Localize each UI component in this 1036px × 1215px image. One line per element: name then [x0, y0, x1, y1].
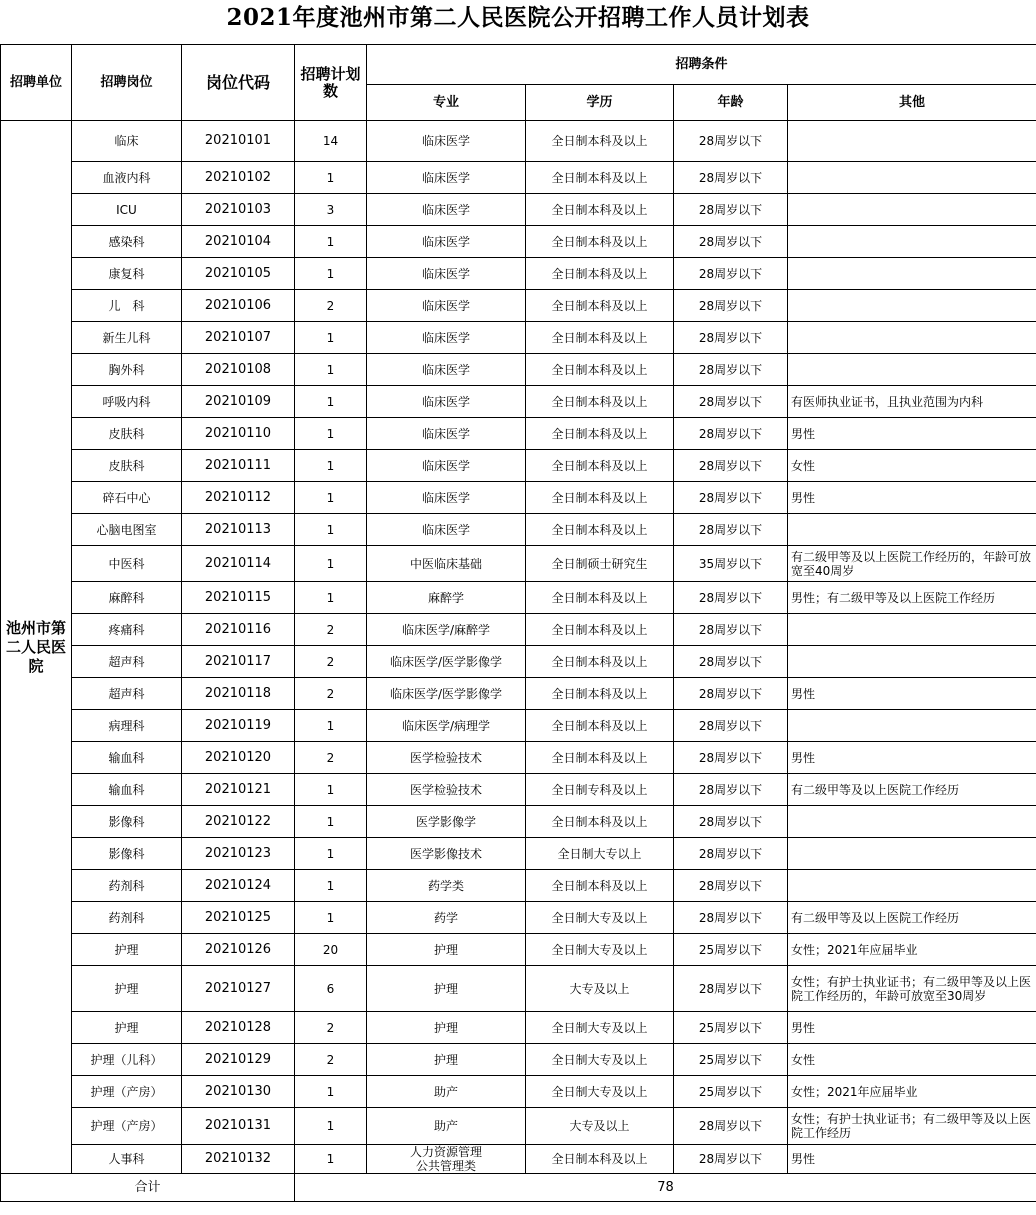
cell-major: 临床医学 [367, 162, 526, 194]
cell-education: 全日制本科及以上 [526, 258, 674, 290]
cell-education: 全日制本科及以上 [526, 386, 674, 418]
header-major: 专业 [367, 85, 526, 121]
cell-code: 20210116 [182, 614, 295, 646]
table-row [1, 482, 1036, 514]
cell-other: 女性 [788, 450, 1036, 482]
cell-education: 全日制本科及以上 [526, 678, 674, 710]
cell-count: 1 [295, 514, 367, 546]
cell-code: 20210104 [182, 226, 295, 258]
cell-major: 临床医学/医学影像学 [367, 646, 526, 678]
table-row [1, 678, 1036, 710]
cell-age: 28周岁以下 [674, 322, 788, 354]
cell-major: 医学影像技术 [367, 838, 526, 870]
cell-age: 28周岁以下 [674, 614, 788, 646]
cell-post: 麻醉科 [72, 582, 182, 614]
cell-age: 25周岁以下 [674, 1076, 788, 1108]
cell-age: 28周岁以下 [674, 194, 788, 226]
cell-education: 全日制本科及以上 [526, 646, 674, 678]
cell-code: 20210113 [182, 514, 295, 546]
table-row [1, 322, 1036, 354]
table-row [1, 290, 1036, 322]
cell-education: 全日制大专及以上 [526, 1076, 674, 1108]
cell-education: 全日制本科及以上 [526, 482, 674, 514]
cell-other [788, 646, 1036, 678]
cell-code: 20210127 [182, 966, 295, 1012]
table-row [1, 258, 1036, 290]
cell-age: 28周岁以下 [674, 354, 788, 386]
cell-age: 28周岁以下 [674, 806, 788, 838]
cell-other [788, 710, 1036, 742]
cell-code: 20210120 [182, 742, 295, 774]
cell-major: 临床医学/病理学 [367, 710, 526, 742]
cell-other [788, 806, 1036, 838]
cell-major: 助产 [367, 1076, 526, 1108]
cell-other: 男性 [788, 678, 1036, 710]
cell-education: 全日制本科及以上 [526, 162, 674, 194]
cell-post: 碎石中心 [72, 482, 182, 514]
cell-other [788, 870, 1036, 902]
table-row [1, 354, 1036, 386]
cell-code: 20210118 [182, 678, 295, 710]
cell-code: 20210121 [182, 774, 295, 806]
page-title: 2021年度池州市第二人民医院公开招聘工作人员计划表 [226, 4, 810, 31]
cell-major: 医学检验技术 [367, 742, 526, 774]
cell-count: 14 [295, 121, 367, 162]
cell-other [788, 514, 1036, 546]
cell-code: 20210114 [182, 546, 295, 582]
cell-age: 28周岁以下 [674, 226, 788, 258]
table-body [1, 121, 1036, 1174]
cell-education: 全日制本科及以上 [526, 742, 674, 774]
cell-education: 全日制本科及以上 [526, 354, 674, 386]
cell-post: 心脑电图室 [72, 514, 182, 546]
cell-post: 呼吸内科 [72, 386, 182, 418]
cell-count: 1 [295, 322, 367, 354]
cell-education: 全日制大专及以上 [526, 1044, 674, 1076]
cell-post: 儿 科 [72, 290, 182, 322]
cell-code: 20210103 [182, 194, 295, 226]
total-value: 78 [295, 1174, 1036, 1202]
cell-education: 全日制本科及以上 [526, 450, 674, 482]
cell-education: 全日制本科及以上 [526, 870, 674, 902]
cell-code: 20210105 [182, 258, 295, 290]
header-age: 年龄 [674, 85, 788, 121]
cell-major: 药学 [367, 902, 526, 934]
cell-code: 20210128 [182, 1012, 295, 1044]
cell-major: 护理 [367, 966, 526, 1012]
total-label: 合计 [1, 1174, 295, 1202]
cell-education: 全日制专科及以上 [526, 774, 674, 806]
cell-post: 康复科 [72, 258, 182, 290]
cell-major: 临床医学 [367, 226, 526, 258]
table-row [1, 386, 1036, 418]
cell-count: 1 [295, 1145, 367, 1174]
cell-education: 全日制本科及以上 [526, 290, 674, 322]
cell-code: 20210107 [182, 322, 295, 354]
cell-major: 临床医学 [367, 450, 526, 482]
cell-post: ICU [72, 194, 182, 226]
cell-other: 有二级甲等及以上医院工作经历 [788, 774, 1036, 806]
cell-count: 1 [295, 546, 367, 582]
cell-age: 28周岁以下 [674, 838, 788, 870]
table-row [1, 1076, 1036, 1108]
cell-other: 男性 [788, 418, 1036, 450]
cell-age: 28周岁以下 [674, 678, 788, 710]
cell-other: 女性；有护士执业证书；有二级甲等及以上医院工作经历 [788, 1108, 1036, 1145]
cell-age: 28周岁以下 [674, 121, 788, 162]
cell-other [788, 322, 1036, 354]
cell-age: 28周岁以下 [674, 902, 788, 934]
table-row [1, 966, 1036, 1012]
cell-count: 1 [295, 354, 367, 386]
cell-count: 6 [295, 966, 367, 1012]
cell-count: 1 [295, 774, 367, 806]
cell-post: 感染科 [72, 226, 182, 258]
header-education: 学历 [526, 85, 674, 121]
cell-count: 1 [295, 162, 367, 194]
cell-major: 临床医学 [367, 322, 526, 354]
cell-education: 全日制本科及以上 [526, 806, 674, 838]
cell-code: 20210132 [182, 1145, 295, 1174]
table-row [1, 162, 1036, 194]
table-row [1, 194, 1036, 226]
table-row [1, 614, 1036, 646]
cell-code: 20210122 [182, 806, 295, 838]
cell-major: 临床医学 [367, 290, 526, 322]
cell-post: 病理科 [72, 710, 182, 742]
cell-age: 28周岁以下 [674, 1108, 788, 1145]
cell-age: 28周岁以下 [674, 450, 788, 482]
cell-post: 胸外科 [72, 354, 182, 386]
header-other: 其他 [788, 85, 1036, 121]
cell-major: 助产 [367, 1108, 526, 1145]
table-row [1, 870, 1036, 902]
cell-post: 输血科 [72, 774, 182, 806]
table-row [1, 1012, 1036, 1044]
table-row [1, 838, 1036, 870]
cell-education: 全日制本科及以上 [526, 582, 674, 614]
header-count: 招聘计划数 [295, 45, 367, 121]
cell-count: 3 [295, 194, 367, 226]
cell-code: 20210115 [182, 582, 295, 614]
cell-post: 护理 [72, 934, 182, 966]
cell-other: 有二级甲等及以上医院工作经历 [788, 902, 1036, 934]
cell-code: 20210110 [182, 418, 295, 450]
cell-age: 28周岁以下 [674, 870, 788, 902]
cell-education: 全日制硕士研究生 [526, 546, 674, 582]
cell-education: 全日制本科及以上 [526, 418, 674, 450]
cell-post: 影像科 [72, 838, 182, 870]
cell-major: 药学类 [367, 870, 526, 902]
cell-major: 临床医学 [367, 514, 526, 546]
cell-other: 男性 [788, 1145, 1036, 1174]
cell-post: 皮肤科 [72, 450, 182, 482]
cell-post: 护理 [72, 966, 182, 1012]
cell-other: 男性；有二级甲等及以上医院工作经历 [788, 582, 1036, 614]
cell-count: 1 [295, 450, 367, 482]
cell-count: 20 [295, 934, 367, 966]
cell-age: 28周岁以下 [674, 418, 788, 450]
cell-post: 药剂科 [72, 870, 182, 902]
cell-code: 20210106 [182, 290, 295, 322]
cell-major: 护理 [367, 1044, 526, 1076]
cell-post: 护理（产房） [72, 1108, 182, 1145]
cell-major: 临床医学 [367, 386, 526, 418]
table-row [1, 121, 1036, 162]
cell-code: 20210108 [182, 354, 295, 386]
cell-post: 血液内科 [72, 162, 182, 194]
table-row [1, 450, 1036, 482]
cell-education: 全日制大专以上 [526, 838, 674, 870]
cell-count: 2 [295, 1044, 367, 1076]
cell-post: 人事科 [72, 1145, 182, 1174]
cell-count: 1 [295, 1076, 367, 1108]
cell-age: 28周岁以下 [674, 258, 788, 290]
cell-count: 2 [295, 678, 367, 710]
cell-count: 1 [295, 482, 367, 514]
cell-code: 20210119 [182, 710, 295, 742]
cell-other [788, 258, 1036, 290]
cell-education: 全日制大专及以上 [526, 934, 674, 966]
cell-code: 20210123 [182, 838, 295, 870]
header-conditions: 招聘条件 [367, 45, 1036, 85]
cell-major: 护理 [367, 1012, 526, 1044]
table-row [1, 418, 1036, 450]
cell-post: 临床 [72, 121, 182, 162]
table-row [1, 806, 1036, 838]
cell-post: 护理（儿科） [72, 1044, 182, 1076]
cell-major: 临床医学 [367, 354, 526, 386]
cell-other [788, 162, 1036, 194]
cell-code: 20210125 [182, 902, 295, 934]
cell-education: 大专及以上 [526, 966, 674, 1012]
cell-age: 28周岁以下 [674, 646, 788, 678]
cell-education: 全日制本科及以上 [526, 322, 674, 354]
cell-major: 临床医学 [367, 482, 526, 514]
cell-post: 护理（产房） [72, 1076, 182, 1108]
cell-education: 大专及以上 [526, 1108, 674, 1145]
cell-age: 28周岁以下 [674, 774, 788, 806]
cell-major: 临床医学 [367, 258, 526, 290]
cell-count: 2 [295, 290, 367, 322]
cell-post: 皮肤科 [72, 418, 182, 450]
table-row [1, 1044, 1036, 1076]
cell-count: 1 [295, 710, 367, 742]
cell-other: 男性 [788, 742, 1036, 774]
cell-post: 输血科 [72, 742, 182, 774]
table-row [1, 710, 1036, 742]
cell-post: 疼痛科 [72, 614, 182, 646]
cell-code: 20210126 [182, 934, 295, 966]
cell-code: 20210117 [182, 646, 295, 678]
cell-post: 药剂科 [72, 902, 182, 934]
cell-major: 临床医学 [367, 194, 526, 226]
cell-age: 28周岁以下 [674, 742, 788, 774]
cell-code: 20210131 [182, 1108, 295, 1145]
table-row [1, 226, 1036, 258]
cell-major: 医学检验技术 [367, 774, 526, 806]
cell-major: 临床医学 [367, 418, 526, 450]
cell-code: 20210112 [182, 482, 295, 514]
cell-other: 女性；有护士执业证书；有二级甲等及以上医院工作经历的，年龄可放宽至30周岁 [788, 966, 1036, 1012]
table-row [1, 582, 1036, 614]
cell-education: 全日制大专及以上 [526, 902, 674, 934]
table-row [1, 774, 1036, 806]
cell-count: 1 [295, 1108, 367, 1145]
cell-other [788, 614, 1036, 646]
cell-education: 全日制本科及以上 [526, 121, 674, 162]
cell-age: 25周岁以下 [674, 1012, 788, 1044]
total-row [1, 1174, 1036, 1202]
table-row [1, 546, 1036, 582]
cell-code: 20210101 [182, 121, 295, 162]
cell-other: 女性；2021年应届毕业 [788, 934, 1036, 966]
recruitment-table-container [0, 44, 1036, 1202]
cell-other: 女性；2021年应届毕业 [788, 1076, 1036, 1108]
cell-count: 1 [295, 386, 367, 418]
cell-age: 28周岁以下 [674, 290, 788, 322]
table-row [1, 514, 1036, 546]
header-post: 招聘岗位 [72, 45, 182, 121]
cell-age: 28周岁以下 [674, 482, 788, 514]
cell-major: 临床医学/麻醉学 [367, 614, 526, 646]
cell-education: 全日制本科及以上 [526, 710, 674, 742]
header-unit: 招聘单位 [1, 45, 72, 121]
cell-other [788, 290, 1036, 322]
cell-unit: 池州市第二人民医院 [1, 121, 72, 1174]
table-row [1, 646, 1036, 678]
cell-other [788, 194, 1036, 226]
cell-count: 2 [295, 614, 367, 646]
cell-other [788, 354, 1036, 386]
cell-count: 1 [295, 258, 367, 290]
cell-post: 中医科 [72, 546, 182, 582]
cell-count: 2 [295, 1012, 367, 1044]
cell-count: 1 [295, 838, 367, 870]
cell-other: 男性 [788, 482, 1036, 514]
cell-age: 28周岁以下 [674, 966, 788, 1012]
cell-major: 人力资源管理 公共管理类 [367, 1145, 526, 1174]
cell-major: 临床医学/医学影像学 [367, 678, 526, 710]
cell-count: 2 [295, 646, 367, 678]
cell-code: 20210130 [182, 1076, 295, 1108]
cell-other [788, 838, 1036, 870]
cell-count: 1 [295, 902, 367, 934]
table-row [1, 1108, 1036, 1145]
recruitment-table [0, 44, 1036, 1202]
cell-major: 中医临床基础 [367, 546, 526, 582]
table-row [1, 1145, 1036, 1174]
cell-code: 20210124 [182, 870, 295, 902]
cell-post: 超声科 [72, 678, 182, 710]
cell-count: 2 [295, 742, 367, 774]
cell-code: 20210102 [182, 162, 295, 194]
cell-count: 1 [295, 582, 367, 614]
cell-post: 护理 [72, 1012, 182, 1044]
cell-age: 25周岁以下 [674, 1044, 788, 1076]
cell-age: 35周岁以下 [674, 546, 788, 582]
cell-education: 全日制本科及以上 [526, 514, 674, 546]
cell-age: 28周岁以下 [674, 582, 788, 614]
cell-age: 28周岁以下 [674, 386, 788, 418]
cell-count: 1 [295, 806, 367, 838]
cell-count: 1 [295, 226, 367, 258]
cell-other: 有二级甲等及以上医院工作经历的，年龄可放宽至40周岁 [788, 546, 1036, 582]
cell-age: 28周岁以下 [674, 710, 788, 742]
cell-major: 临床医学 [367, 121, 526, 162]
cell-age: 28周岁以下 [674, 1145, 788, 1174]
table-header [1, 45, 1036, 121]
table-row [1, 902, 1036, 934]
cell-age: 25周岁以下 [674, 934, 788, 966]
cell-major: 医学影像学 [367, 806, 526, 838]
cell-age: 28周岁以下 [674, 162, 788, 194]
cell-major: 护理 [367, 934, 526, 966]
cell-other [788, 226, 1036, 258]
header-code: 岗位代码 [182, 45, 295, 121]
cell-education: 全日制本科及以上 [526, 194, 674, 226]
table-row [1, 742, 1036, 774]
cell-age: 28周岁以下 [674, 514, 788, 546]
cell-education: 全日制本科及以上 [526, 226, 674, 258]
cell-education: 全日制本科及以上 [526, 1145, 674, 1174]
cell-code: 20210111 [182, 450, 295, 482]
cell-code: 20210129 [182, 1044, 295, 1076]
cell-other [788, 121, 1036, 162]
cell-education: 全日制大专及以上 [526, 1012, 674, 1044]
cell-other: 男性 [788, 1012, 1036, 1044]
cell-post: 影像科 [72, 806, 182, 838]
cell-other: 有医师执业证书，且执业范围为内科 [788, 386, 1036, 418]
cell-other: 女性 [788, 1044, 1036, 1076]
cell-count: 1 [295, 418, 367, 450]
cell-major: 麻醉学 [367, 582, 526, 614]
cell-post: 超声科 [72, 646, 182, 678]
cell-code: 20210109 [182, 386, 295, 418]
cell-count: 1 [295, 870, 367, 902]
table-row [1, 934, 1036, 966]
cell-post: 新生儿科 [72, 322, 182, 354]
cell-education: 全日制本科及以上 [526, 614, 674, 646]
